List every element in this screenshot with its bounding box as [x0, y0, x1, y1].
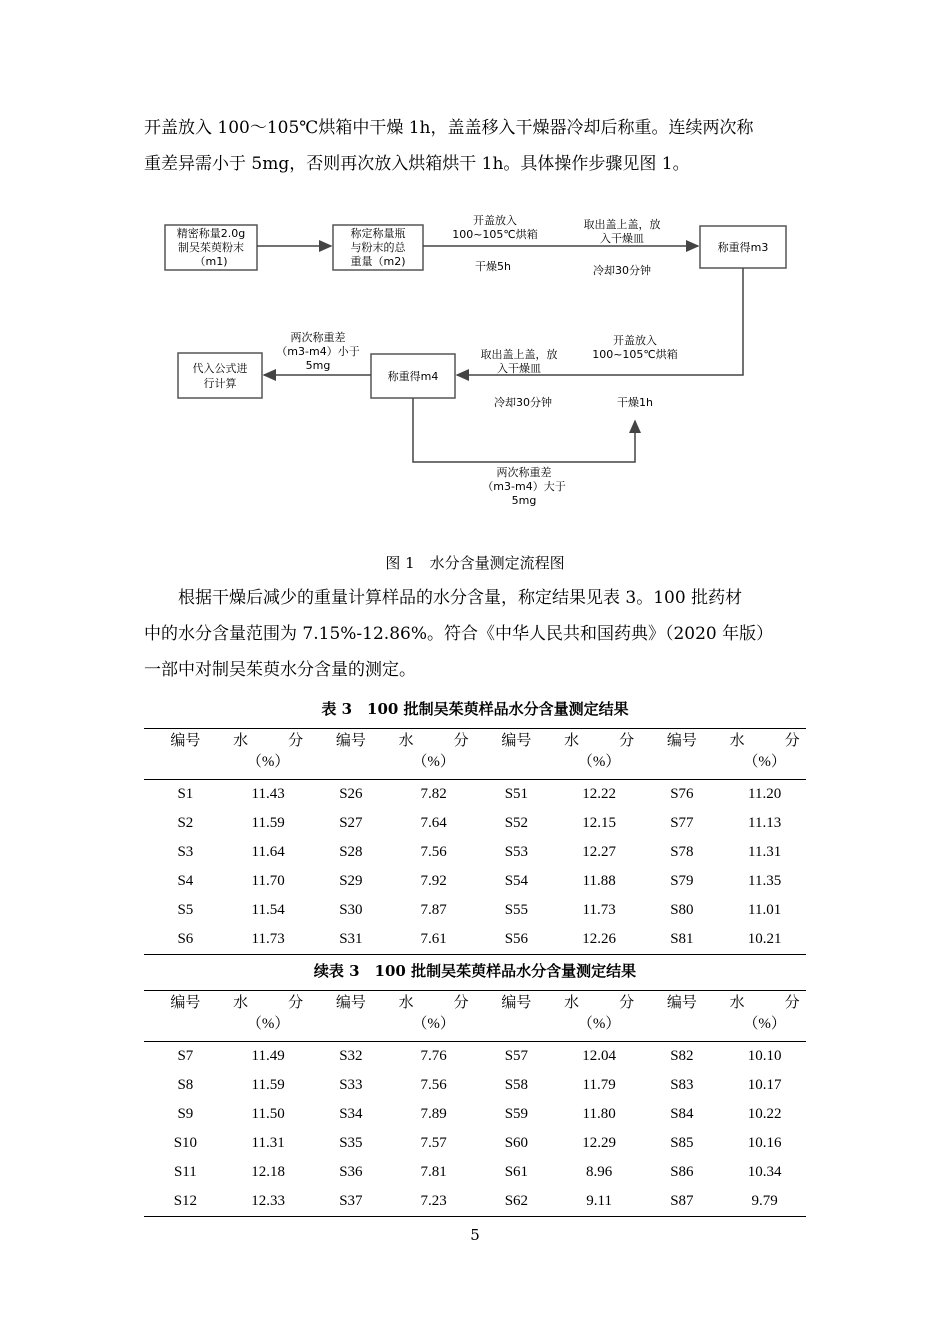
header-water-unit: （%） — [246, 754, 290, 770]
header-water — [558, 729, 641, 780]
table-row — [144, 867, 806, 896]
sample-id-cell: S82 — [670, 1048, 694, 1064]
sample-id-cell: S11 — [173, 1164, 197, 1180]
label-dry5: 干燥5h — [475, 260, 511, 273]
sample-id-cell: S86 — [670, 1164, 694, 1180]
sample-id-cell: S81 — [670, 931, 694, 947]
water-content-cell: 7.87 — [420, 902, 447, 918]
table-row — [144, 896, 806, 925]
table-row — [144, 1071, 806, 1100]
header-id-label: 编号 — [335, 995, 366, 1011]
header-id — [475, 991, 558, 1042]
header-id — [144, 729, 227, 780]
header-water-unit: （%） — [577, 1016, 621, 1032]
label-less-line2: （m3-m4）小于 — [276, 345, 360, 358]
water-content-cell: 12.18 — [251, 1164, 285, 1180]
header-id — [475, 729, 558, 780]
header-id-label: 编号 — [501, 733, 532, 749]
water-content-cell: 11.35 — [748, 873, 782, 889]
water-content-cell: 7.81 — [420, 1164, 447, 1180]
sample-id-cell: S3 — [177, 844, 194, 860]
water-content-cell: 7.57 — [420, 1135, 447, 1151]
sample-id-cell: S76 — [670, 786, 694, 802]
sample-id-cell: S31 — [339, 931, 363, 947]
water-content-cell: 10.22 — [747, 1106, 782, 1122]
sample-id-cell: S5 — [177, 902, 194, 918]
box1-line2: 制吴茱萸粉末 — [178, 241, 244, 254]
sample-id-cell: S34 — [339, 1106, 363, 1122]
flow-box-calculate — [178, 353, 262, 398]
sample-id-cell: S61 — [504, 1164, 529, 1180]
water-content-cell: 9.11 — [586, 1193, 612, 1209]
label-more-line2: （m3-m4）大于 — [482, 480, 566, 493]
header-id-label: 编号 — [170, 995, 201, 1011]
header-id-label: 编号 — [335, 733, 366, 749]
sample-id-cell: S62 — [504, 1193, 529, 1209]
header-water-label: 水 分 — [398, 995, 469, 1011]
box1-line1: 精密称量2.0g — [176, 227, 246, 240]
water-content-cell: 11.70 — [251, 873, 285, 889]
water-content-cell: 11.31 — [251, 1135, 285, 1151]
header-water-unit: （%） — [577, 754, 621, 770]
header-water-unit: （%） — [743, 754, 786, 770]
header-id — [310, 729, 393, 780]
sample-id-cell: S54 — [504, 873, 529, 889]
label-open1-line1: 开盖放入 — [473, 214, 517, 227]
water-content-cell: 7.64 — [420, 815, 447, 831]
sample-id-cell: S56 — [504, 931, 529, 947]
water-content-cell: 7.92 — [420, 873, 447, 889]
water-content-cell: 10.16 — [747, 1135, 782, 1151]
table-row — [144, 1158, 806, 1187]
label-take2-line1: 取出盖上盖，放 — [480, 348, 558, 361]
table-row — [144, 1187, 806, 1217]
sample-id-cell: S30 — [339, 902, 363, 918]
header-water-label: 水 分 — [564, 995, 635, 1011]
label-open2-line2: 100~105℃烘箱 — [592, 348, 678, 361]
header-id-label: 编号 — [666, 995, 697, 1011]
label-dry1: 干燥1h — [617, 396, 653, 409]
water-content-cell: 11.20 — [748, 786, 782, 802]
box2-line2: 与粉末的总 — [350, 241, 406, 254]
sample-id-cell: S83 — [670, 1077, 694, 1093]
water-content-cell: 11.73 — [251, 931, 285, 947]
sample-id-cell: S32 — [339, 1048, 363, 1064]
header-id — [641, 991, 724, 1042]
page-number: 5 — [470, 1226, 480, 1244]
table1-header-row — [144, 729, 806, 780]
intro-line-1: 开盖放入 100～105℃烘箱中干燥 1h，盖盖移入干燥器冷却后称重。连续两次称 — [144, 118, 754, 138]
sample-id-cell: S7 — [177, 1048, 194, 1064]
label-open2-line1: 开盖放入 — [613, 334, 657, 347]
water-content-cell: 12.29 — [582, 1135, 616, 1151]
sample-id-cell: S37 — [339, 1193, 363, 1209]
sample-id-cell: S28 — [339, 844, 363, 860]
sample-id-cell: S60 — [504, 1135, 529, 1151]
body-line-1: 根据干燥后减少的重量计算样品的水分含量，称定结果见表 3。100 批药材 — [178, 588, 743, 608]
header-id — [641, 729, 724, 780]
water-content-cell: 11.31 — [748, 844, 782, 860]
water-content-cell: 11.59 — [251, 815, 285, 831]
sample-id-cell: S87 — [670, 1193, 694, 1209]
water-content-cell: 11.80 — [582, 1106, 616, 1122]
sample-id-cell: S36 — [339, 1164, 363, 1180]
water-content-cell: 12.22 — [582, 786, 616, 802]
box5-line1: 代入公式进 — [192, 362, 248, 375]
sample-id-cell: S26 — [339, 786, 363, 802]
sample-id-cell: S79 — [670, 873, 694, 889]
sample-id-cell: S57 — [504, 1048, 529, 1064]
water-content-cell: 7.56 — [420, 844, 447, 860]
header-id — [310, 991, 393, 1042]
sample-id-cell: S77 — [670, 815, 694, 831]
table-2 — [144, 990, 806, 1217]
body-line-3: 一部中对制吴茱萸水分含量的测定。 — [144, 660, 416, 680]
label-less-line3: 5mg — [305, 359, 331, 372]
sample-id-cell: S9 — [177, 1106, 194, 1122]
header-water — [723, 729, 806, 780]
header-id-label: 编号 — [170, 733, 201, 749]
table-row — [144, 1100, 806, 1129]
sample-id-cell: S33 — [339, 1077, 363, 1093]
header-id-label: 编号 — [666, 733, 697, 749]
flowchart — [0, 0, 950, 540]
label-more-line3: 5mg — [511, 494, 537, 507]
water-content-cell: 12.26 — [582, 931, 616, 947]
water-content-cell: 7.56 — [420, 1077, 447, 1093]
label-take1-line2: 入干燥皿 — [600, 232, 644, 245]
table-row — [144, 780, 806, 810]
water-content-cell: 7.82 — [420, 786, 447, 802]
box2-line1: 称定称量瓶 — [350, 227, 406, 240]
water-content-cell: 11.49 — [251, 1048, 285, 1064]
sample-id-cell: S4 — [177, 873, 194, 889]
box1-line3: （m1) — [194, 255, 228, 268]
sample-id-cell: S51 — [504, 786, 529, 802]
table2-body — [144, 1042, 806, 1217]
sample-id-cell: S29 — [339, 873, 363, 889]
water-content-cell: 10.10 — [747, 1048, 782, 1064]
water-content-cell: 11.50 — [251, 1106, 285, 1122]
header-water — [723, 991, 806, 1042]
table1-body — [144, 780, 806, 955]
header-water — [558, 991, 641, 1042]
water-content-cell: 11.54 — [251, 902, 285, 918]
header-water — [392, 991, 475, 1042]
label-less-line1: 两次称重差 — [290, 331, 346, 344]
sample-id-cell: S80 — [670, 902, 694, 918]
water-content-cell: 11.59 — [251, 1077, 285, 1093]
table-1 — [144, 728, 806, 955]
header-water-label: 水 分 — [233, 995, 304, 1011]
label-take1-line1: 取出盖上盖，放 — [583, 218, 661, 231]
box3-text: 称重得m3 — [717, 241, 769, 254]
water-content-cell: 8.96 — [586, 1164, 613, 1180]
water-content-cell: 7.76 — [420, 1048, 447, 1064]
box5-line2: 行计算 — [203, 377, 237, 390]
water-content-cell: 10.21 — [747, 931, 782, 947]
water-content-cell: 11.88 — [582, 873, 616, 889]
water-content-cell: 11.01 — [748, 902, 782, 918]
water-content-cell: 10.17 — [747, 1077, 782, 1093]
header-id-label: 编号 — [501, 995, 532, 1011]
header-water — [227, 729, 310, 780]
label-open1-line2: 100~105℃烘箱 — [452, 228, 538, 241]
sample-id-cell: S35 — [339, 1135, 363, 1151]
header-water — [227, 991, 310, 1042]
table-row — [144, 925, 806, 955]
box4-text: 称重得m4 — [387, 370, 439, 383]
water-content-cell: 12.15 — [582, 815, 616, 831]
sample-id-cell: S78 — [670, 844, 694, 860]
label-cool2: 冷却30分钟 — [494, 396, 552, 409]
water-content-cell: 7.89 — [420, 1106, 447, 1122]
water-content-cell: 12.27 — [582, 844, 616, 860]
table-row — [144, 1129, 806, 1158]
table-row — [144, 838, 806, 867]
sample-id-cell: S6 — [177, 931, 194, 947]
header-id — [144, 991, 227, 1042]
sample-id-cell: S2 — [177, 815, 194, 831]
header-water-label: 水 分 — [398, 733, 469, 749]
label-take2-line2: 入干燥皿 — [497, 362, 541, 375]
table-row — [144, 1042, 806, 1072]
sample-id-cell: S10 — [173, 1135, 198, 1151]
sample-id-cell: S58 — [504, 1077, 529, 1093]
header-water-unit: （%） — [412, 754, 455, 770]
sample-id-cell: S53 — [504, 844, 529, 860]
water-content-cell: 9.79 — [751, 1193, 778, 1209]
water-content-cell: 7.23 — [420, 1193, 447, 1209]
box2-line3: 重量（m2) — [350, 255, 406, 268]
header-water-unit: （%） — [246, 1016, 290, 1032]
water-content-cell: 11.79 — [582, 1077, 616, 1093]
table2-header-row — [144, 991, 806, 1042]
sample-id-cell: S1 — [177, 786, 194, 802]
intro-line-2: 重差异需小于 5mg，否则再次放入烘箱烘干 1h。具体操作步骤见图 1。 — [144, 154, 690, 174]
sample-id-cell: S12 — [173, 1193, 198, 1209]
body-line-2: 中的水分含量范围为 7.15%-12.86%。符合《中华人民共和国药典》（2020 年版） — [144, 624, 774, 644]
sample-id-cell: S85 — [670, 1135, 694, 1151]
water-content-cell: 12.04 — [582, 1048, 616, 1064]
water-content-cell: 10.34 — [747, 1164, 782, 1180]
header-water-label: 水 分 — [233, 733, 304, 749]
sample-id-cell: S55 — [504, 902, 529, 918]
header-water-unit: （%） — [412, 1016, 455, 1032]
label-more-line1: 两次称重差 — [496, 466, 552, 479]
sample-id-cell: S59 — [504, 1106, 529, 1122]
label-cool1: 冷却30分钟 — [593, 264, 651, 277]
table1-caption: 表 3 100 批制吴茱萸样品水分含量测定结果 — [321, 700, 629, 718]
header-water-label: 水 分 — [729, 995, 800, 1011]
water-content-cell: 12.33 — [251, 1193, 285, 1209]
sample-id-cell: S27 — [339, 815, 363, 831]
header-water-unit: （%） — [743, 1016, 786, 1032]
header-water-label: 水 分 — [564, 733, 635, 749]
water-content-cell: 11.13 — [748, 815, 782, 831]
table2-caption: 续表 3 100 批制吴茱萸样品水分含量测定结果 — [313, 962, 637, 980]
header-water — [392, 729, 475, 780]
header-water-label: 水 分 — [729, 733, 800, 749]
sample-id-cell: S8 — [177, 1077, 194, 1093]
sample-id-cell: S52 — [504, 815, 529, 831]
figure-caption: 图 1 水分含量测定流程图 — [385, 554, 565, 572]
water-content-cell: 7.61 — [420, 931, 447, 947]
water-content-cell: 11.43 — [251, 786, 285, 802]
water-content-cell: 11.73 — [582, 902, 616, 918]
table-row — [144, 809, 806, 838]
water-content-cell: 11.64 — [251, 844, 285, 860]
sample-id-cell: S84 — [670, 1106, 694, 1122]
